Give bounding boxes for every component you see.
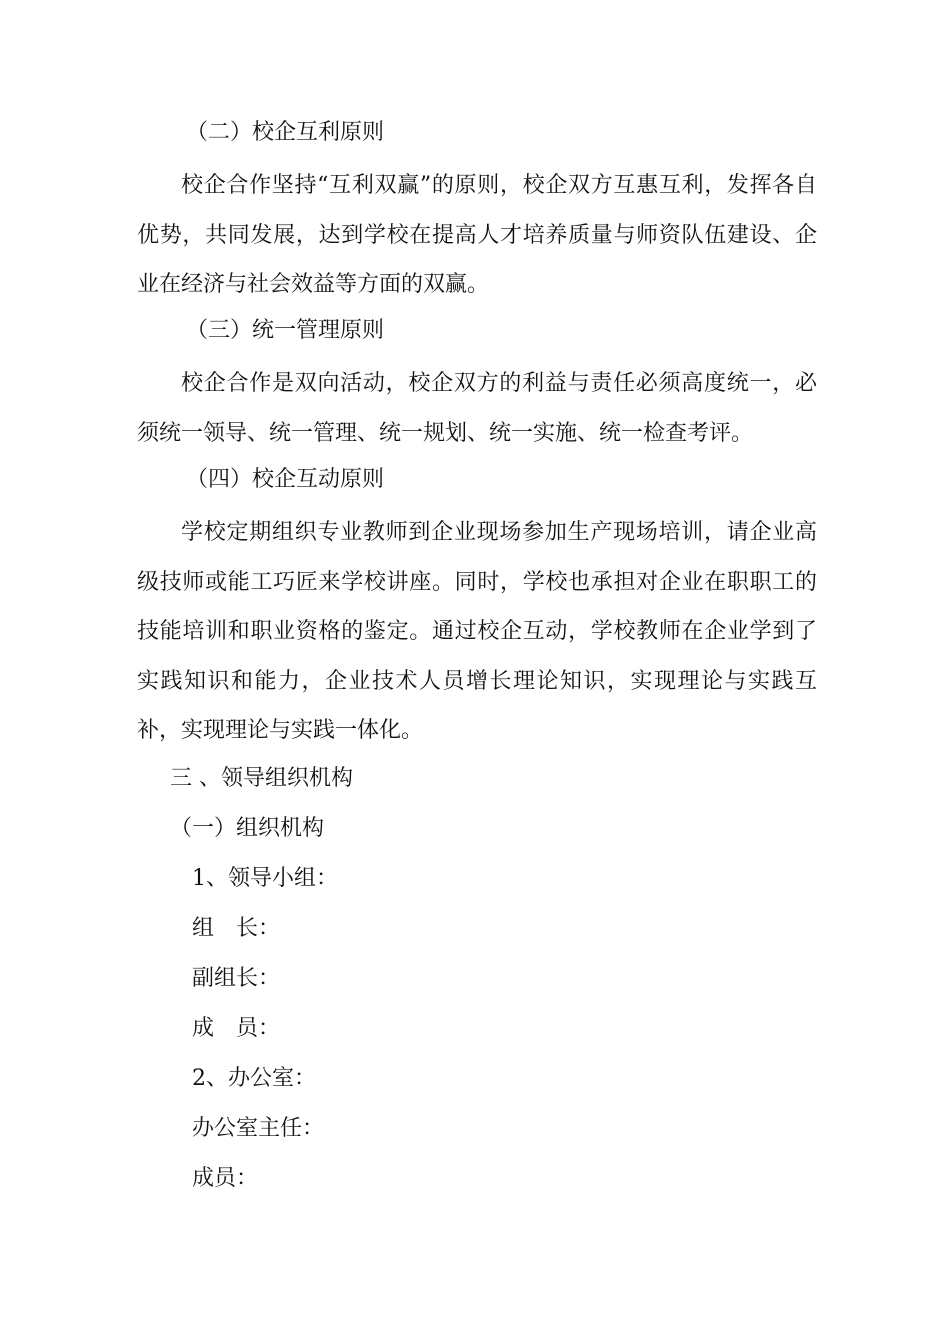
office-director-label: 办公室主任： (192, 1116, 325, 1141)
leadership-group-title: 1、领导小组： (192, 866, 338, 891)
section-title-organization: 三 、领导组织机构 (170, 766, 353, 791)
paragraph-unified-management: 校企合作是双向活动，校企双方的利益与责任必须高度统一，必须统一领导、统一管理、统一规划、统一实施、统一检查考评。 (137, 371, 817, 446)
office-members-label: 成员： (192, 1166, 259, 1191)
office-title: 2、办公室： (192, 1066, 316, 1091)
subsection-title-structure: （一）组织机构 (170, 816, 325, 841)
leader-label: 组 长： (192, 916, 281, 941)
paragraph-mutual-benefit: 校企合作坚持“互利双赢”的原则，校企双方互惠互利，发挥各自优势，共同发展，达到学校在提高人才培养质量与师资队伍建设、企业在经济与社会效益等方面的双赢。 (137, 173, 817, 297)
heading-unified-management: （三）统一管理原则 (186, 318, 385, 343)
members-label: 成 员： (192, 1016, 281, 1041)
deputy-leader-label: 副组长： (192, 966, 281, 991)
paragraph-interaction: 学校定期组织专业教师到企业现场参加生产现场培训，请企业高级技师或能工巧匠来学校讲座。同时，学校也承担对企业在职职工的技能培训和职业资格的鉴定。通过校企互动，学校教师在企业学到了实践知识和能力，企业技术人员增长理论知识，实现理论与实践互补，实现理论与实践一体化。 (137, 520, 817, 743)
heading-interaction: （四）校企互动原则 (186, 467, 385, 492)
heading-mutual-benefit: （二）校企互利原则 (186, 120, 385, 145)
